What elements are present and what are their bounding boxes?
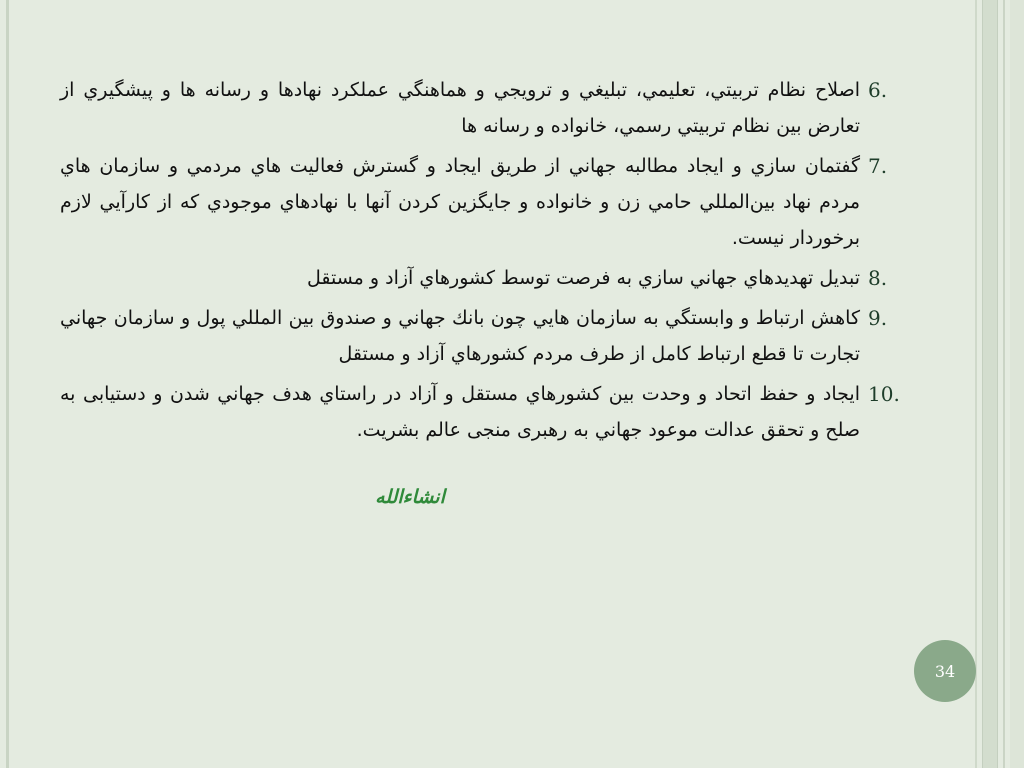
item-number: 6. [868, 78, 888, 102]
numbered-list [60, 72, 920, 452]
item-text: كاهش ارتباط و وابستگي به سازمان هايي چون بانك جهاني و صندوق بين المللي پول و سازمان جهاني تجارت تا قطع ارتباط كامل از طرف مردم كشورهاي آزاد و مستقل [60, 307, 860, 365]
item-text: گفتمان سازي و ايجاد مطالبه جهاني از طريق ايجاد و گسترش فعاليت هاي مردمي و سازمان هاي مردم نهاد بين‌المللي حامي زن و خانواده و جايگزين كردن آنها با نهادهاي موجودي كه از كارآيي لازم برخوردار نيست. [60, 155, 860, 249]
item-number: 9. [868, 306, 888, 330]
closing-phrase: انشاءالله [375, 486, 445, 508]
list-item [60, 300, 920, 372]
list-item [60, 376, 920, 448]
item-number: 7. [868, 154, 888, 178]
item-text: اصلاح نظام تربيتي، تعليمي، تبليغي و ترويجي و هماهنگي عملكرد نهادها و رسانه ها و پيشگيري از تعارض بين نظام تربيتي رسمي، خانواده و رسانه ها [60, 79, 860, 137]
list-item [60, 72, 920, 144]
list-item [60, 260, 920, 296]
item-text: ايجاد و حفظ اتحاد و وحدت بين كشورهاي مستقل و آزاد در راستاي هدف جهاني شدن و دستیابی به صلح و تحقق عدالت موعود جهاني به رهبری منجی عالم بشریت. [60, 383, 860, 441]
right-border-band [1010, 0, 1024, 768]
list-item [60, 148, 920, 256]
right-border-line [1003, 0, 1005, 768]
right-border-band [982, 0, 998, 768]
right-border-line [975, 0, 977, 768]
item-number: 10. [868, 382, 900, 406]
item-number: 8. [868, 266, 888, 290]
left-border-line [6, 0, 9, 768]
item-text: تبديل تهديدهاي جهاني سازي به فرصت توسط كشورهاي آزاد و مستقل [307, 267, 860, 289]
page-number-badge: 34 [914, 640, 976, 702]
